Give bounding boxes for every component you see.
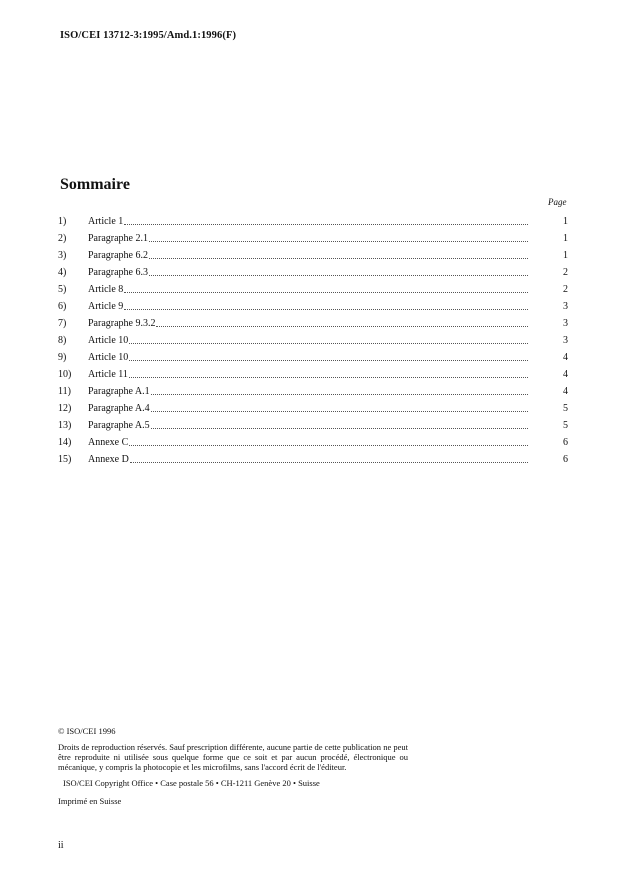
toc-entry (58, 279, 572, 296)
toc-entry (58, 381, 572, 398)
printed-in: Imprimé en Suisse (58, 796, 122, 806)
toc-entry-number: 9) (58, 352, 67, 363)
toc-entry-number: 15) (58, 454, 72, 465)
toc-entry-page: 4 (563, 352, 568, 363)
dot-leader (129, 445, 528, 446)
copyright-office-address: ISO/CEI Copyright Office • Case postale 56 • CH-1211 Genève 20 • Suisse (63, 778, 320, 788)
toc-entry-number: 7) (58, 318, 67, 329)
toc-entry (58, 313, 572, 330)
toc-entry-number: 14) (58, 437, 72, 448)
toc-entry-number: 11) (58, 386, 71, 397)
toc-entry-label: Paragraphe 9.3.2 (88, 318, 156, 329)
dot-leader (129, 360, 528, 361)
toc-entry (58, 347, 572, 364)
dot-leader (156, 326, 528, 327)
toc-entry-page: 3 (563, 301, 568, 312)
toc-entry-number: 10) (58, 369, 72, 380)
toc-entry-label: Article 10 (88, 335, 129, 346)
toc-entry-label: Paragraphe 6.2 (88, 250, 148, 261)
toc-entry-label: Paragraphe A.1 (88, 386, 150, 397)
dot-leader (124, 309, 528, 310)
toc-entry-label: Paragraphe 6.3 (88, 267, 148, 278)
rights-statement: Droits de reproduction réservés. Sauf prescription différente, aucune partie de cette publication ne peut être reproduite ni utilisée sous quelque forme que ce soit et par aucun procédé, électronique ou mécanique, y compris la photocopie et les microfilms, sans l'accord écrit de l'éditeur. (58, 742, 408, 772)
dot-leader (129, 343, 528, 344)
toc-entry-page: 5 (563, 403, 568, 414)
page-number: ii (58, 840, 64, 851)
toc-entry (58, 415, 572, 432)
copyright-notice: © ISO/CEI 1996 (58, 726, 116, 736)
dot-leader (124, 292, 528, 293)
dot-leader (130, 462, 528, 463)
toc-entry-number: 4) (58, 267, 67, 278)
toc-entry (58, 330, 572, 347)
toc-entry-page: 4 (563, 369, 568, 380)
toc-entry-page: 1 (563, 250, 568, 261)
toc-entry-number: 13) (58, 420, 72, 431)
toc-entry-page: 1 (563, 216, 568, 227)
toc-entry-number: 2) (58, 233, 67, 244)
toc-entry-label: Article 8 (88, 284, 124, 295)
toc-entry-number: 12) (58, 403, 72, 414)
table-of-contents (58, 211, 572, 466)
toc-entry (58, 398, 572, 415)
dot-leader (151, 394, 528, 395)
toc-entry-page: 2 (563, 267, 568, 278)
toc-entry-page: 6 (563, 437, 568, 448)
dot-leader (124, 224, 528, 225)
toc-entry-page: 6 (563, 454, 568, 465)
dot-leader (151, 428, 528, 429)
dot-leader (151, 411, 528, 412)
toc-entry-number: 1) (58, 216, 67, 227)
toc-entry-number: 5) (58, 284, 67, 295)
toc-entry (58, 211, 572, 228)
document-reference: ISO/CEI 13712-3:1995/Amd.1:1996(F) (60, 30, 237, 41)
dot-leader (149, 258, 528, 259)
toc-entry-label: Paragraphe A.4 (88, 403, 150, 414)
dot-leader (149, 241, 528, 242)
toc-entry-label: Annexe D (88, 454, 129, 465)
toc-entry-page: 4 (563, 386, 568, 397)
toc-entry (58, 432, 572, 449)
toc-entry-number: 3) (58, 250, 67, 261)
copyright-block (58, 726, 408, 806)
toc-entry (58, 228, 572, 245)
toc-entry-label: Article 1 (88, 216, 124, 227)
dot-leader (129, 377, 528, 378)
toc-entry-page: 1 (563, 233, 568, 244)
toc-entry (58, 245, 572, 262)
toc-entry-number: 8) (58, 335, 67, 346)
toc-entry-label: Article 10 (88, 352, 129, 363)
toc-entry-page: 3 (563, 335, 568, 346)
toc-title: Sommaire (60, 176, 130, 193)
toc-entry (58, 364, 572, 381)
toc-entry-label: Article 9 (88, 301, 124, 312)
toc-entry-label: Annexe C (88, 437, 129, 448)
page-column-label: Page (548, 197, 567, 207)
toc-entry-label: Article 11 (88, 369, 128, 380)
toc-entry-page: 3 (563, 318, 568, 329)
toc-entry (58, 449, 572, 466)
toc-entry-page: 5 (563, 420, 568, 431)
toc-entry (58, 262, 572, 279)
toc-entry-label: Paragraphe 2.1 (88, 233, 148, 244)
toc-entry-number: 6) (58, 301, 67, 312)
dot-leader (149, 275, 528, 276)
toc-entry (58, 296, 572, 313)
toc-entry-page: 2 (563, 284, 568, 295)
toc-entry-label: Paragraphe A.5 (88, 420, 150, 431)
